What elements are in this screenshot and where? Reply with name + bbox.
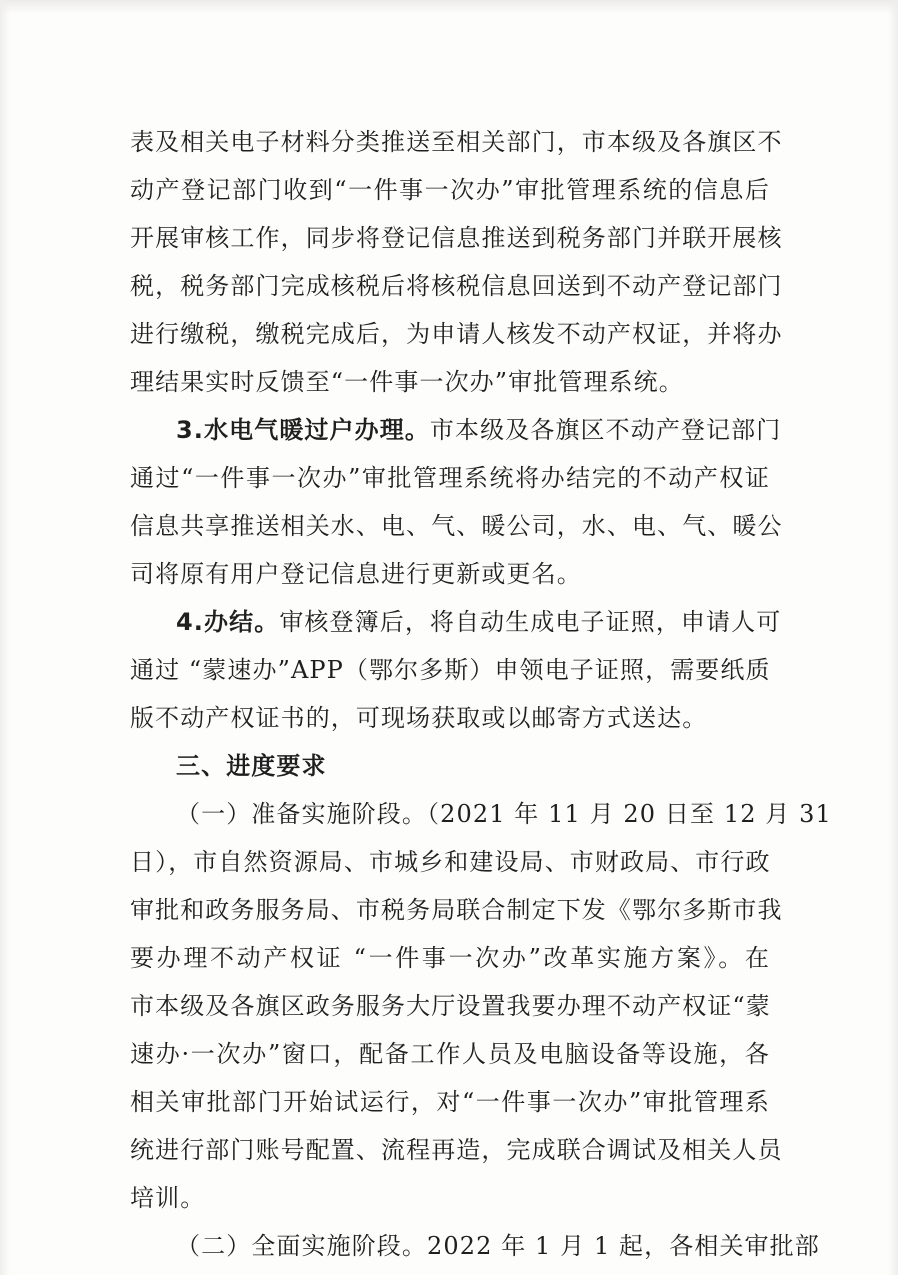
paragraph-line: 统进行部门账号配置、流程再造，完成联合调试及相关人员 [130, 1136, 783, 1164]
paragraph-line: 速办·一次办”窗口，配备工作人员及电脑设备等设施，各 [130, 1040, 770, 1068]
stage-2-first-line: （二）全面实施阶段。2022 年 1 月 1 起，各相关审批部 [176, 1232, 820, 1260]
document-body [130, 118, 832, 1270]
paragraph-line: 理结果实时反馈至“一件事一次办”审批管理系统。 [130, 368, 684, 396]
paragraph-line: 信息共享推送相关水、电、气、暖公司，水、电、气、暖公 [130, 512, 783, 540]
paragraph-line: 动产登记部门收到“一件事一次办”审批管理系统的信息后 [130, 176, 770, 204]
paragraph-line: 要办理不动产权证 “一件事一次办”改革实施方案》。在 [130, 944, 770, 972]
paragraph-line: 培训。 [130, 1184, 206, 1212]
section-heading: 三、进度要求 [176, 752, 327, 780]
paragraph-line: 表及相关电子材料分类推送至相关部门，市本级及各旗区不 [130, 128, 783, 156]
paragraph-line: 开展审核工作，同步将登记信息推送到税务部门并联开展核 [130, 224, 783, 252]
paragraph-line: 通过“一件事一次办”审批管理系统将办结完的不动产权证 [130, 464, 770, 492]
paragraph-line: 税，税务部门完成核税后将核税信息回送到不动产登记部门 [130, 272, 783, 300]
paragraph-line: 通过 “蒙速办”APP（鄂尔多斯）申领电子证照，需要纸质 [130, 656, 771, 684]
scan-edge-top [0, 0, 898, 14]
stage-1-first-line: （一）准备实施阶段。（2021 年 11 月 20 日至 12 月 31 [176, 800, 832, 828]
scan-edge-right [888, 0, 898, 1275]
item-4-first-line [130, 598, 782, 646]
item-3-text: 市本级及各旗区不动产登记部门 [429, 416, 782, 444]
paragraph-line: 日），市自然资源局、市城乡和建设局、市财政局、市行政 [130, 848, 771, 876]
paragraph-line: 相关审批部门开始试运行，对“一件事一次办”审批管理系 [130, 1088, 770, 1116]
item-4-text: 审核登簿后，将自动生成电子证照，申请人可 [279, 608, 782, 636]
paragraph-line: 进行缴税，缴税完成后，为申请人核发不动产权证，并将办 [130, 320, 783, 348]
paragraph-line: 版不动产权证书的，可现场获取或以邮寄方式送达。 [130, 704, 708, 732]
paragraph-line: 审批和政务服务局、市税务局联合制定下发《鄂尔多斯市我 [130, 896, 783, 924]
paragraph-line: 司将原有用户登记信息进行更新或更名。 [130, 560, 582, 588]
item-3-title: 3.水电气暖过户办理。 [176, 416, 430, 444]
item-4-title: 4.办结。 [176, 608, 280, 636]
item-3-first-line [130, 406, 782, 454]
scan-edge-left [0, 0, 10, 1275]
paragraph-line: 市本级及各旗区政务服务大厅设置我要办理不动产权证“蒙 [130, 992, 771, 1020]
